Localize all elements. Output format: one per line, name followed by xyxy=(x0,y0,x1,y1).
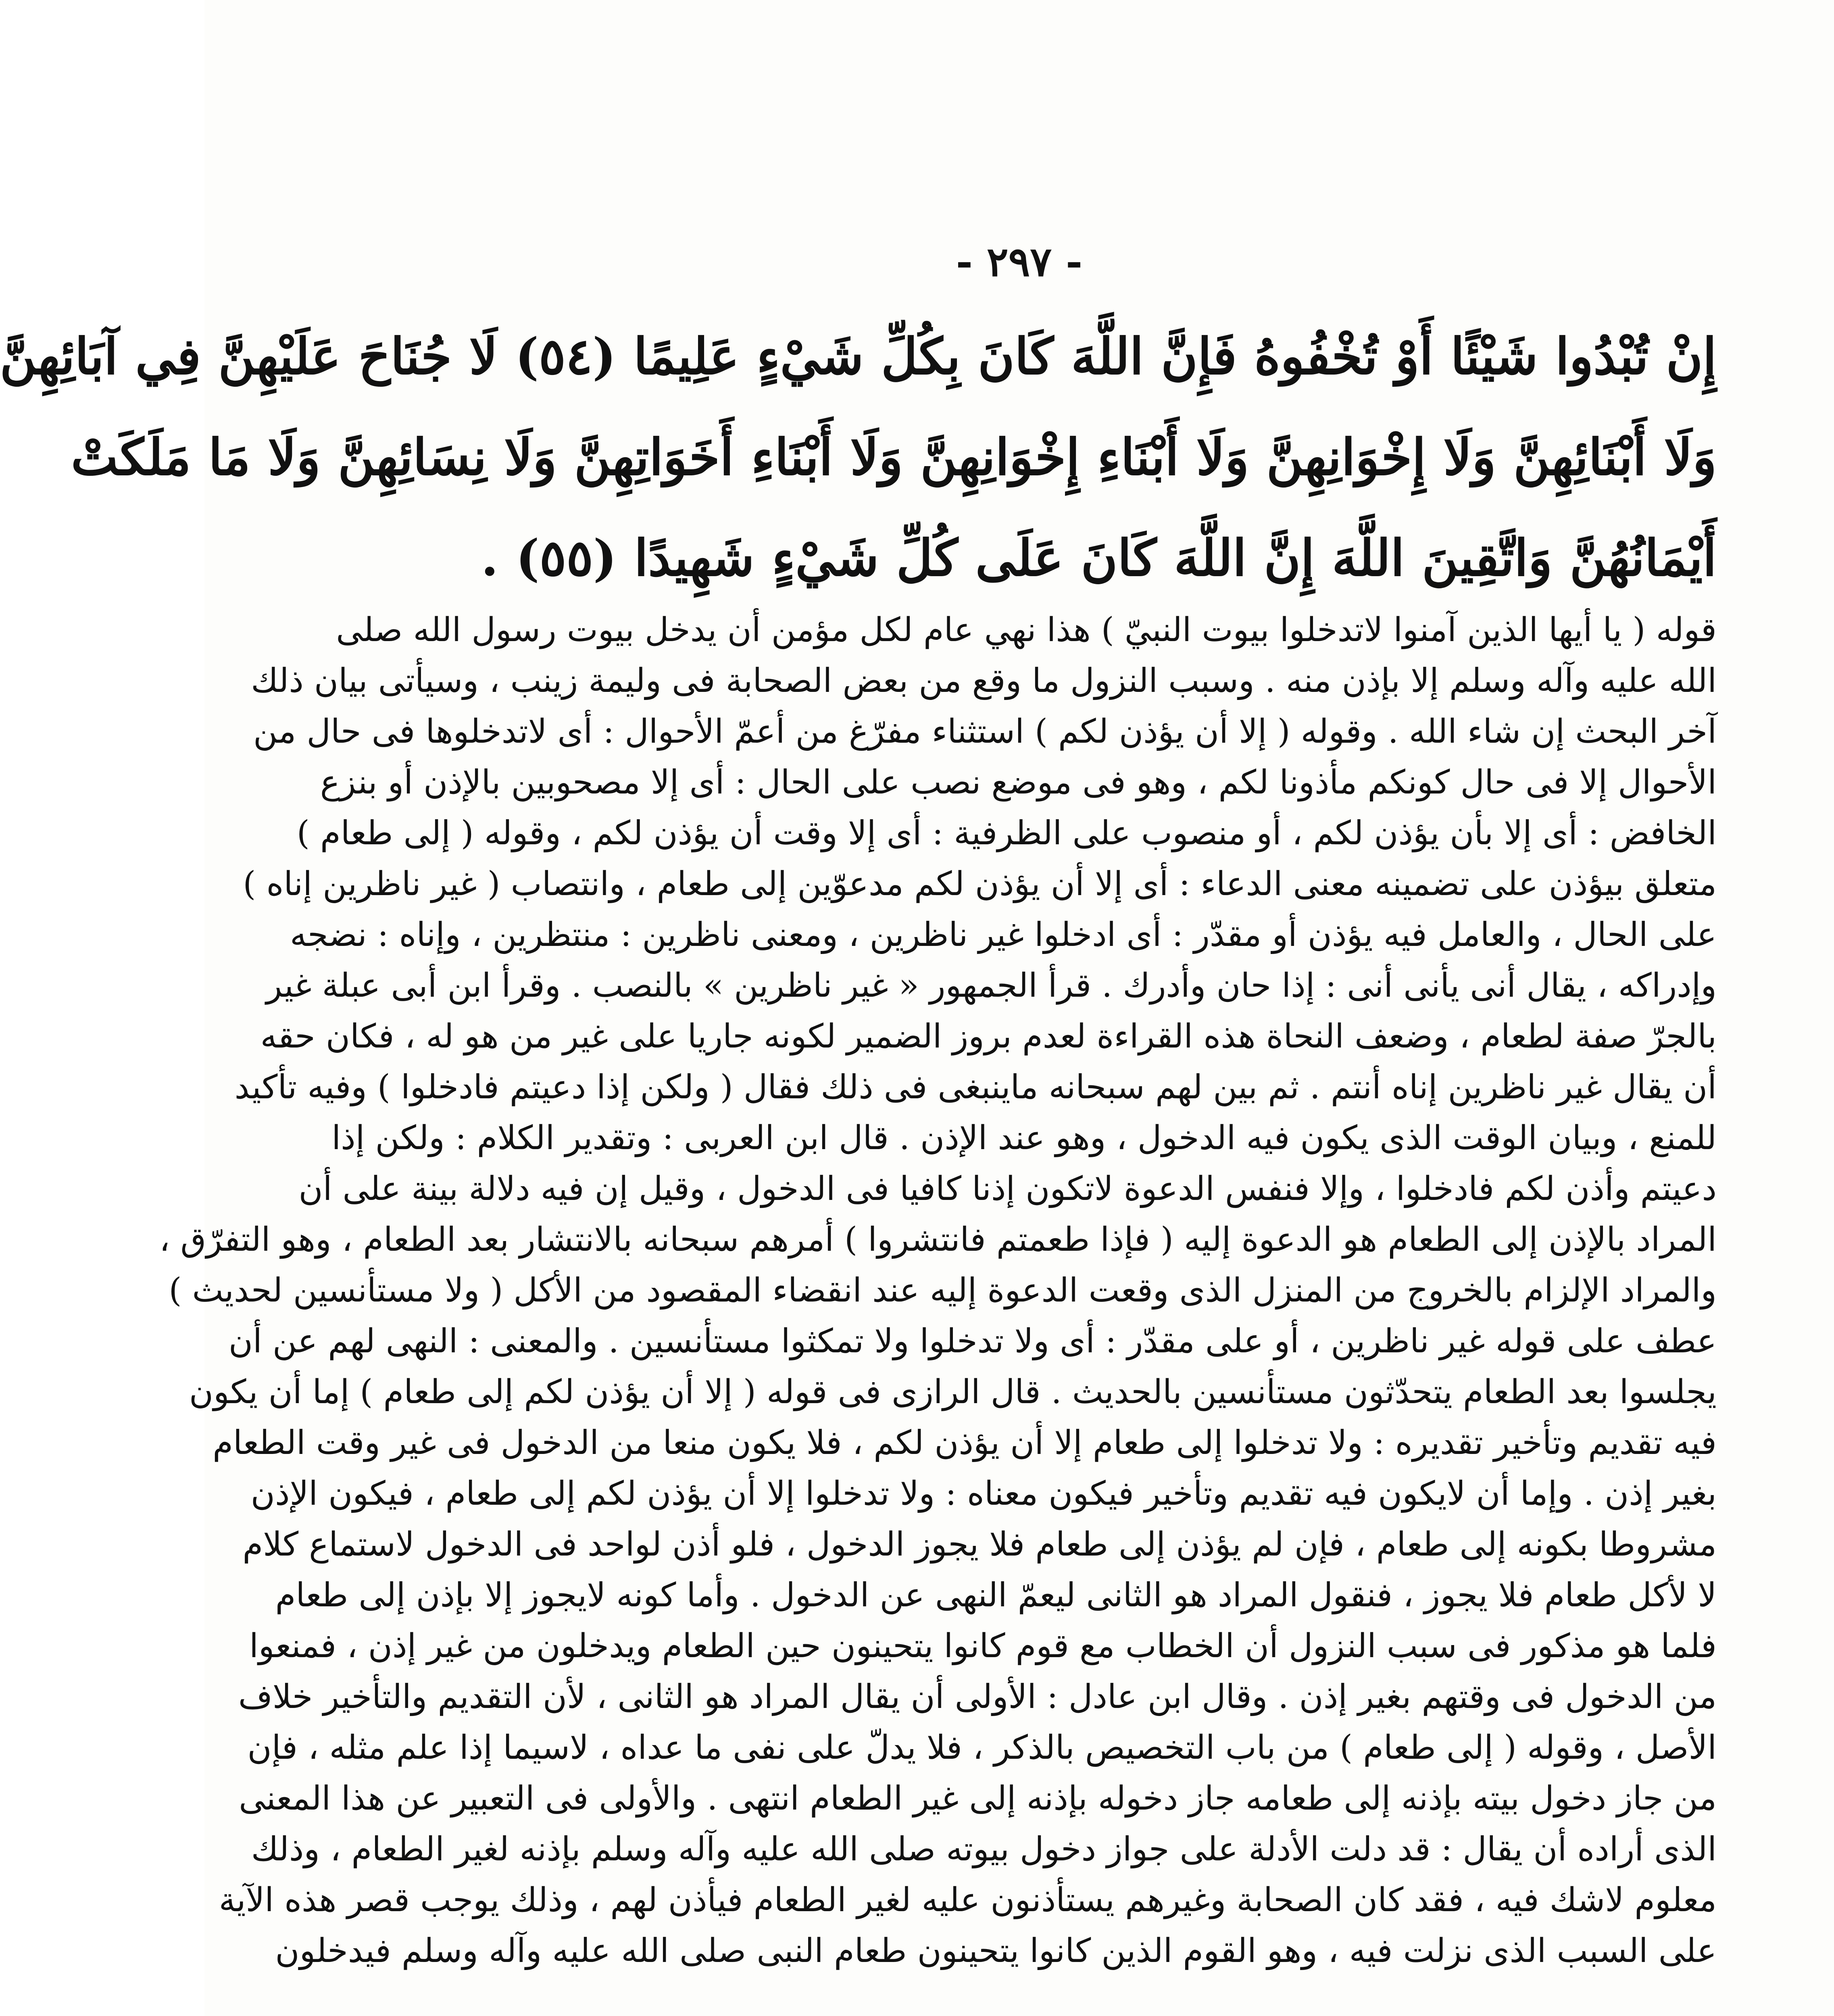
commentary-line: لا لأكل طعام فلا يجوز ، فنقول المراد هو الثانى ليعمّ النهى عن الدخول . وأما كونه لايجوز إلا بإذن إلى طعام xyxy=(275,1576,1717,1614)
commentary-line: أن يقال غير ناظرين إناه أنتم . ثم بين لهم سبحانه ماينبغى فى ذلك فقال ( ولكن إذا دعيتم فادخلوا ) وفيه تأكيد xyxy=(234,1068,1717,1106)
commentary-line: بغير إذن . وإما أن لايكون فيه تقديم وتأخير فيكون معناه : ولا تدخلوا إلا أن يؤذن لكم إلى طعام ، فيكون الإذن xyxy=(250,1475,1717,1513)
commentary-line: قوله ( يا أيها الذين آمنوا لاتدخلوا بيوت النبيّ ) هذا نهي عام لكل مؤمن أن يدخل بيوت رسول الله صلى xyxy=(336,611,1717,649)
commentary-line: الأحوال إلا فى حال كونكم مأذونا لكم ، وهو فى موضع نصب على الحال : أى إلا مصحوبين بالإذن أو بنزع xyxy=(320,763,1717,802)
commentary-line: بالجرّ صفة لطعام ، وضعف النحاة هذه القراءة لعدم بروز الضمير لكونه جاريا على غير من هو له ، فكان حقه xyxy=(260,1017,1717,1056)
commentary-line: المراد بالإذن إلى الطعام هو الدعوة إليه ( فإذا طعمتم فانتشروا ) أمرهم سبحانه بالانتشار بعد الطعام ، وهو التفرّق ، xyxy=(159,1220,1717,1259)
commentary-line: فلما هو مذكور فى سبب النزول أن الخطاب مع قوم كانوا يتحينون حين الطعام ويدخلون من غير إذن ، فمنعوا xyxy=(249,1627,1717,1665)
commentary-text xyxy=(159,605,1717,2016)
commentary-line: والمراد الإلزام بالخروج من المنزل الذى وقعت الدعوة إليه عند انقضاء المقصود من الأكل ( ولا مستأنسين لحديث ) xyxy=(169,1271,1717,1310)
commentary-line: الله عليه وآله وسلم إلا بإذن منه . وسبب النزول ما وقع من بعض الصحابة فى وليمة زينب ، وسيأتى بيان ذلك xyxy=(251,662,1717,700)
commentary-line: للمنع ، وبيان الوقت الذى يكون فيه الدخول ، وهو عند الإذن . قال ابن العربى : وتقدير الكلام : ولكن إذا xyxy=(331,1119,1717,1157)
commentary-line: الذى أراده أن يقال : قد دلت الأدلة على جواز دخول بيوته صلى الله عليه وآله وسلم بإذنه لغير الطعام ، وذلك xyxy=(251,1830,1717,1868)
commentary-line: الخافض : أى إلا بأن يؤذن لكم ، أو منصوب على الظرفية : أى إلا وقت أن يؤذن لكم ، وقوله ( إلى طعام ) xyxy=(296,814,1717,852)
commentary-line: مشروطا بكونه إلى طعام ، فإن لم يؤذن إلى طعام فلا يجوز الدخول ، فلو أذن لواحد فى الدخول لاستماع كلام xyxy=(242,1525,1717,1564)
commentary-line: دعيتم وأذن لكم فادخلوا ، وإلا فنفس الدعوة لاتكون إذنا كافيا فى الدخول ، وقيل إن فيه دلالة بينة على أن xyxy=(298,1170,1717,1208)
commentary-line: على الحال ، والعامل فيه يؤذن أو مقدّر : أى ادخلوا غير ناظرين ، ومعنى ناظرين : منتظرين ، وإناه : نضجه xyxy=(290,916,1717,954)
commentary-line: الأصل ، وقوله ( إلى طعام ) من باب التخصيص بالذكر ، فلا يدلّ على نفى ما عداه ، لاسيما إذا علم مثله ، فإن xyxy=(247,1729,1717,1767)
commentary-line: من جاز دخول بيته بإذنه إلى طعامه جاز دخوله بإذنه إلى غير الطعام انتهى . والأولى فى التعبير عن هذا المعنى xyxy=(239,1779,1717,1818)
commentary-line: يجلسوا بعد الطعام يتحدّثون مستأنسين بالحديث . قال الرازى فى قوله ( إلا أن يؤذن لكم إلى طعام ) إما أن يكون xyxy=(189,1373,1717,1411)
verse-line: أَيْمَانُهُنَّ وَاتَّقِينَ اللَّهَ إِنَّ اللَّهَ كَانَ عَلَى كُلِّ شَيْءٍ شَهِيدًا (٥٥) . xyxy=(481,529,1717,587)
commentary-line: فيه تقديم وتأخير تقديره : ولا تدخلوا إلى طعام إلا أن يؤذن لكم ، فلا يكون منعا من الدخول فى غير وقت الطعام xyxy=(213,1424,1717,1462)
page-number: - ٢٩٧ - xyxy=(956,238,1083,285)
commentary-line: آخر البحث إن شاء الله . وقوله ( إلا أن يؤذن لكم ) استثناء مفرّغ من أعمّ الأحوال : أى لاتدخلوها فى حال من xyxy=(253,712,1717,751)
commentary-line: متعلق بيؤذن على تضمينه معنى الدعاء : أى إلا أن يؤذن لكم مدعوّين إلى طعام ، وانتصاب ( غير ناظرين إناه ) xyxy=(243,865,1717,903)
commentary-line: عطف على قوله غير ناظرين ، أو على مقدّر : أى ولا تدخلوا ولا تمكثوا مستأنسين . والمعنى : النهى لهم عن أن xyxy=(228,1322,1717,1360)
commentary-line: معلوم لاشك فيه ، فقد كان الصحابة وغيرهم يستأذنون عليه لغير الطعام فيأذن لهم ، وذلك يوجب قصر هذه الآية xyxy=(219,1881,1717,1919)
commentary-line: وإدراكه ، يقال أنى يأنى أنى : إذا حان وأدرك . قرأ الجمهور « غير ناظرين » بالنصب . وقرأ ابن أبى عبلة غير xyxy=(266,966,1717,1005)
commentary-line: من الدخول فى وقتهم بغير إذن . وقال ابن عادل : الأولى أن يقال المراد هو الثانى ، لأن التقديم والتأخير خلاف xyxy=(238,1678,1717,1716)
commentary-line xyxy=(378,1976,1717,2016)
quran-verse-block xyxy=(0,306,1717,609)
verse-line: إِنْ تُبْدُوا شَيْئًا أَوْ تُخْفُوهُ فَإِنَّ اللَّهَ كَانَ بِكُلِّ شَيْءٍ عَلِيمًا (٥٤) لَا جُنَاحَ عَلَيْهِنَّ فِي آبَائِهِنَّ xyxy=(0,327,1717,386)
verse-line: وَلَا أَبْنَائِهِنَّ وَلَا إِخْوَانِهِنَّ وَلَا أَبْنَاءِ إِخْوَانِهِنَّ وَلَا أَبْنَاءِ أَخَوَاتِهِنَّ وَلَا نِسَائِهِنَّ وَلَا مَا مَلَكَتْ xyxy=(71,428,1717,487)
commentary-line: على السبب الذى نزلت فيه ، وهو القوم الذين كانوا يتحينون طعام النبى صلى الله عليه وآله وسلم فيدخلون xyxy=(275,1932,1717,1970)
